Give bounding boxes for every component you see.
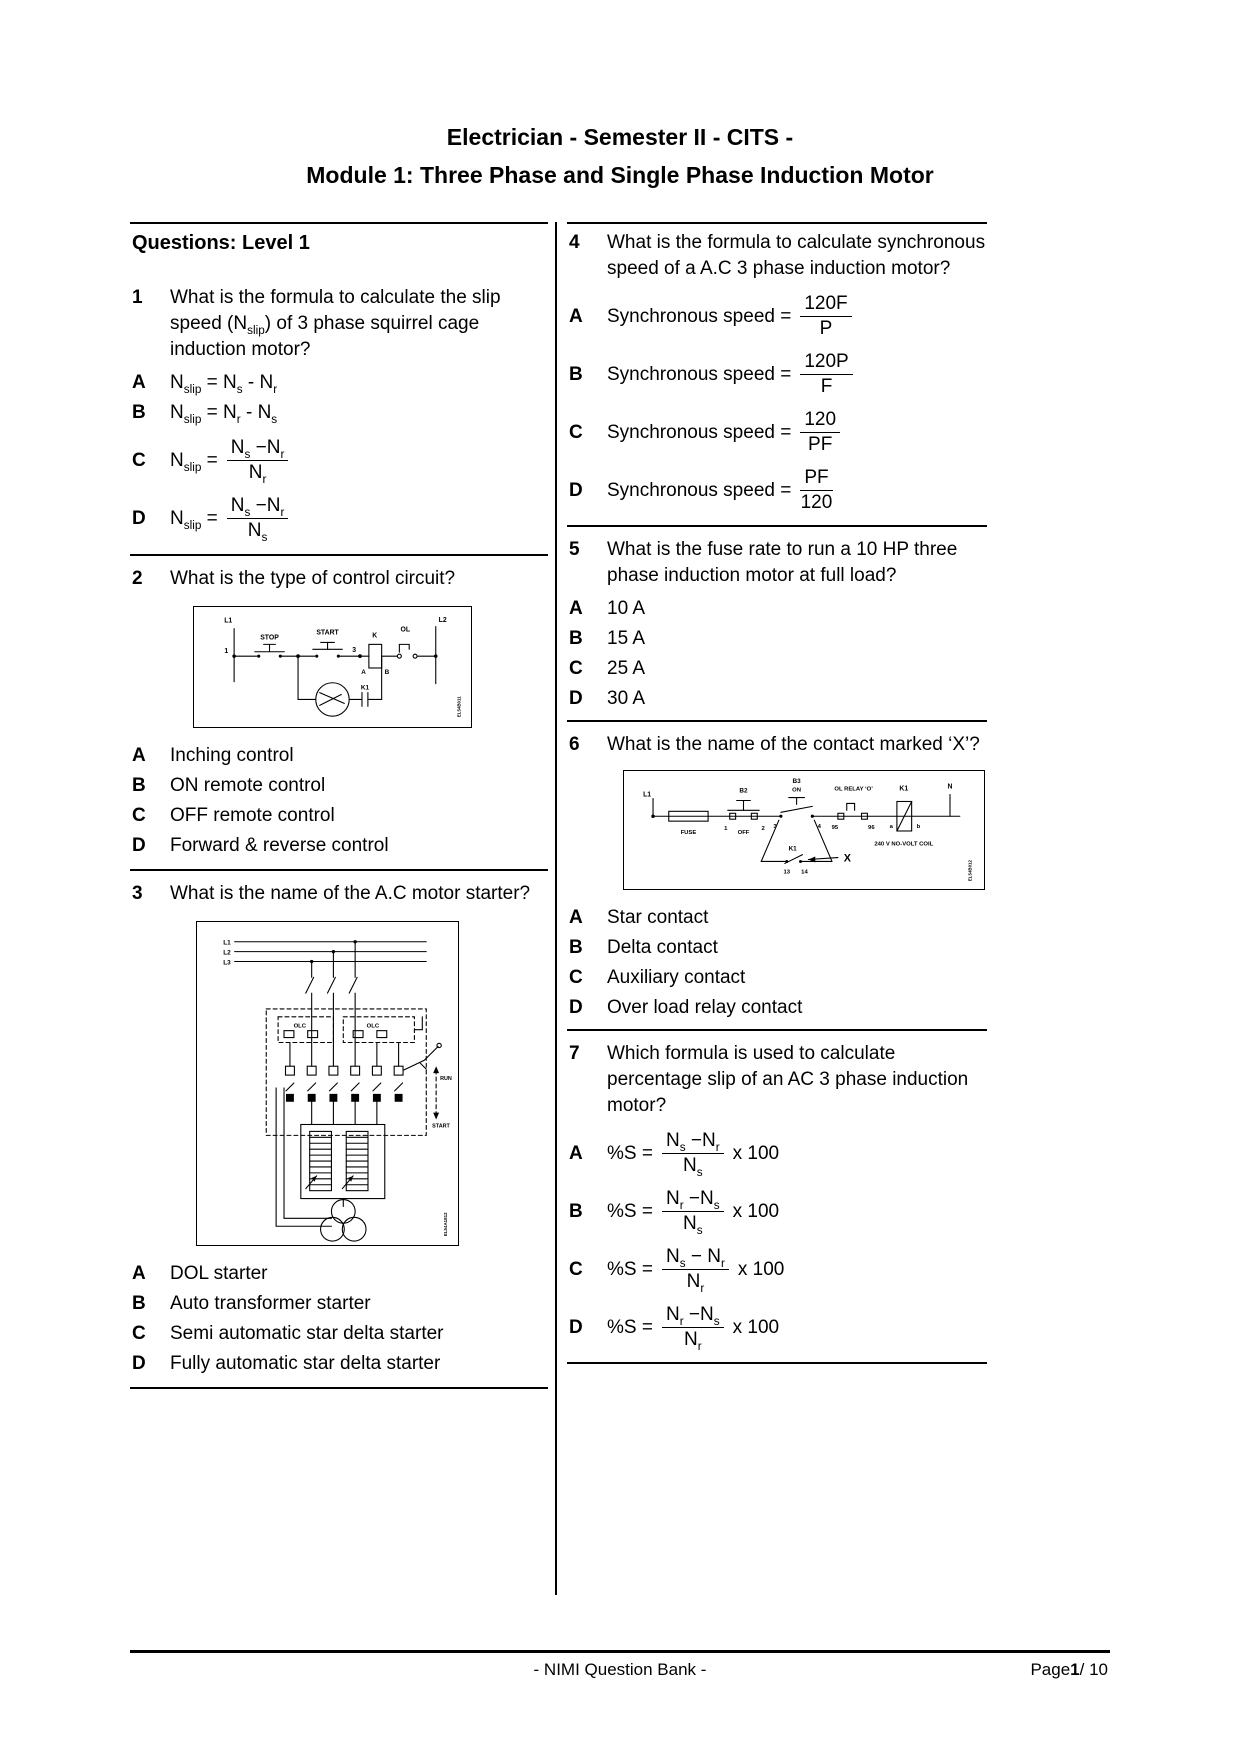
formula-lhs: %S =	[607, 1142, 653, 1164]
fraction-denominator: $N_r$	[248, 462, 267, 486]
formula-lhs: Synchronous speed =	[607, 479, 792, 501]
label-n: N	[947, 783, 953, 791]
option-text: Forward & reverse control	[170, 835, 389, 856]
option-row	[567, 904, 987, 931]
option-row	[567, 1130, 987, 1177]
page-title	[0, 118, 1240, 194]
label-b3: B3	[792, 777, 801, 785]
option-row	[567, 625, 987, 652]
question-rule	[130, 1387, 548, 1389]
option-letter: A	[569, 306, 583, 327]
option-letter: D	[132, 835, 146, 856]
fraction	[227, 495, 289, 542]
option-row	[130, 399, 548, 426]
option-text: Fully automatic star delta starter	[170, 1353, 441, 1374]
option-letter: B	[569, 364, 583, 385]
option-row	[567, 409, 987, 456]
option-letter: D	[569, 688, 583, 709]
formula-lhs: Synchronous speed =	[607, 363, 792, 385]
question-text: Which formula is used to calculate percentage slip of an AC 3 phase induction motor?	[607, 1043, 969, 1116]
fraction-numerator: 120	[800, 409, 840, 433]
fraction-denominator: PF	[808, 434, 833, 455]
right-column	[567, 222, 987, 1364]
q3-starter-diagram	[196, 921, 459, 1246]
label-start: START	[432, 1123, 450, 1130]
label-node1: 1	[224, 648, 229, 656]
label-b2: B2	[739, 787, 748, 795]
formula-multiplier: x 100	[737, 1258, 785, 1280]
formula-multiplier: x 100	[732, 1316, 780, 1338]
label-off: OFF	[737, 829, 750, 836]
label-node3: 3	[352, 647, 357, 655]
option-row	[130, 369, 548, 396]
option-row	[567, 964, 987, 991]
option-letter: C	[569, 1259, 583, 1280]
fraction	[800, 351, 852, 398]
label-k1-contact: K1	[788, 845, 797, 853]
footer-rule	[130, 1650, 1110, 1653]
label-95: 95	[831, 825, 839, 832]
fraction	[800, 467, 832, 514]
option-row	[130, 1320, 548, 1347]
option-letter: D	[132, 1353, 146, 1374]
fraction	[662, 1246, 729, 1293]
option-letter: A	[132, 745, 146, 766]
option-text: Semi automatic star delta starter	[170, 1323, 444, 1344]
question-6	[567, 732, 987, 758]
label-x-marker: X	[843, 852, 852, 865]
option-letter: A	[569, 1143, 583, 1164]
option-text: ON remote control	[170, 775, 326, 796]
question-number: 1	[132, 287, 143, 308]
label-a: A	[361, 668, 366, 676]
label-2: 2	[761, 826, 765, 832]
page-number-current: 1	[1070, 1660, 1080, 1679]
diagram-code: EL54B012	[967, 860, 973, 882]
label-k1: K1	[360, 684, 370, 692]
option-row	[130, 772, 548, 799]
question-3	[130, 881, 548, 907]
fraction-denominator: F	[820, 376, 833, 397]
option-row	[130, 495, 548, 542]
question-number: 4	[569, 232, 580, 253]
label-b: B	[384, 668, 390, 676]
label-stop: STOP	[260, 634, 279, 642]
option-letter: B	[132, 402, 146, 423]
option-text: 10 A	[607, 598, 646, 619]
label-1: 1	[724, 826, 728, 832]
page-number	[1030, 1660, 1108, 1680]
question-number: 2	[132, 568, 143, 589]
fraction-numerator: 120P	[800, 351, 852, 375]
option-formula	[158, 437, 288, 484]
question-5	[567, 537, 987, 589]
footer	[130, 1660, 1110, 1684]
section-rule	[130, 222, 548, 224]
option-text: Delta contact	[607, 937, 718, 958]
option-row	[130, 1350, 548, 1377]
question-7	[567, 1041, 987, 1119]
option-formula	[158, 495, 288, 542]
option-letter: C	[132, 450, 146, 471]
question-2	[130, 566, 548, 592]
option-text: $N_{slip} = N_r - N_s$	[170, 402, 278, 426]
formula-lhs: Synchronous speed =	[607, 421, 792, 443]
option-row	[130, 832, 548, 859]
option-letter: B	[132, 775, 146, 796]
option-row	[567, 1188, 987, 1235]
fraction-numerator: $N_r -N_s$	[662, 1188, 724, 1212]
label-4: 4	[817, 824, 821, 831]
label-start: START	[316, 629, 339, 637]
fraction-denominator: $N_s$	[247, 520, 268, 544]
option-letter: B	[569, 628, 583, 649]
option-letter: D	[569, 1317, 583, 1338]
option-formula	[595, 293, 852, 340]
option-row	[130, 1290, 548, 1317]
fraction-denominator: $N_r$	[686, 1271, 705, 1295]
label-ol: OL	[400, 626, 411, 634]
fraction-denominator: $N_s$	[682, 1155, 703, 1179]
label-l1: L1	[223, 939, 231, 947]
question-rule	[130, 869, 548, 871]
option-letter: C	[132, 805, 146, 826]
label-l3: L3	[223, 959, 231, 967]
question-rule	[567, 525, 987, 527]
fraction-numerator: $N_s - N_r$	[662, 1246, 729, 1270]
label-l2: L2	[438, 616, 447, 624]
label-coil-k: K	[372, 632, 378, 640]
option-letter: B	[132, 1293, 146, 1314]
q2-circuit-svg	[194, 607, 468, 727]
option-row	[567, 994, 987, 1021]
section-rule	[567, 222, 987, 224]
question-number: 6	[569, 734, 580, 755]
label-l1: L1	[643, 791, 652, 799]
q3-starter-svg	[197, 922, 455, 1245]
column-divider	[555, 222, 557, 1595]
label-b: b	[916, 824, 921, 831]
fraction	[662, 1188, 724, 1235]
option-letter: D	[132, 508, 146, 529]
formula-lhs: $N_{slip}$ =	[170, 449, 218, 474]
formula-lhs: Synchronous speed =	[607, 305, 792, 327]
page-title-line1: Electrician - Semester II - CITS -	[446, 124, 794, 150]
question-text: What is the name of the A.C motor starter?	[170, 883, 531, 904]
fraction-numerator: PF	[800, 467, 832, 491]
q6-circuit-svg	[624, 771, 981, 889]
question-text: What is the fuse rate to run a 10 HP three phase induction motor at full load?	[607, 539, 958, 586]
label-olc-1: OLC	[293, 1023, 307, 1030]
option-formula	[595, 409, 840, 456]
option-row	[567, 655, 987, 682]
option-letter: A	[569, 598, 583, 619]
option-row	[567, 467, 987, 514]
option-row	[567, 934, 987, 961]
page-title-line2: Module 1: Three Phase and Single Phase Induction Motor	[306, 162, 934, 188]
option-text: Auxiliary contact	[607, 967, 746, 988]
option-row	[130, 1260, 548, 1287]
fraction-numerator: $N_s -N_r$	[227, 437, 289, 461]
option-row	[567, 1304, 987, 1351]
question-1	[130, 285, 548, 363]
label-no-volt-coil: 240 V NO-VOLT COIL	[874, 841, 934, 848]
option-formula	[595, 1304, 779, 1351]
option-row	[567, 595, 987, 622]
question-text: What is the type of control circuit?	[170, 568, 456, 589]
option-text: Auto transformer starter	[170, 1293, 371, 1314]
option-formula	[595, 467, 833, 514]
diagram-code: EL54A1812	[443, 1212, 449, 1237]
option-row	[567, 1246, 987, 1293]
q6-dol-circuit-diagram	[623, 770, 985, 890]
option-letter: C	[569, 422, 583, 443]
option-row	[567, 351, 987, 398]
label-96: 96	[868, 825, 875, 832]
option-formula	[595, 1246, 784, 1293]
option-letter: A	[132, 372, 146, 393]
formula-lhs: %S =	[607, 1200, 653, 1222]
option-row	[130, 437, 548, 484]
question-rule	[567, 1029, 987, 1031]
option-letter: B	[569, 937, 583, 958]
question-rule	[130, 554, 548, 556]
fraction-denominator: P	[819, 318, 833, 339]
question-number: 5	[569, 539, 580, 560]
formula-multiplier: x 100	[732, 1142, 780, 1164]
option-formula	[595, 1130, 779, 1177]
fraction-numerator: $N_s -N_r$	[662, 1130, 724, 1154]
option-letter: D	[569, 997, 583, 1018]
option-formula	[595, 351, 853, 398]
option-letter: C	[569, 658, 583, 679]
label-l1: L1	[224, 617, 233, 625]
option-letter: C	[569, 967, 583, 988]
section-header: Questions: Level 1	[132, 232, 310, 254]
fraction-numerator: 120F	[800, 293, 851, 317]
option-text: Inching control	[170, 745, 294, 766]
fraction-numerator: $N_s -N_r$	[227, 495, 289, 519]
fraction	[662, 1130, 724, 1177]
fraction	[227, 437, 289, 484]
fraction	[800, 409, 840, 456]
question-number: 7	[569, 1043, 580, 1064]
fraction-denominator: $N_s$	[682, 1213, 703, 1237]
label-fuse: FUSE	[680, 829, 697, 836]
label-14: 14	[801, 869, 808, 876]
option-row	[130, 742, 548, 769]
label-olc-2: OLC	[366, 1023, 380, 1030]
option-letter: C	[132, 1323, 146, 1344]
footer-text: - NIMI Question Bank -	[533, 1660, 707, 1679]
label-ol-relay: OL RELAY ‘O’	[834, 786, 873, 793]
option-row	[130, 802, 548, 829]
fraction	[800, 293, 851, 340]
option-text: OFF remote control	[170, 805, 335, 826]
question-number: 3	[132, 883, 143, 904]
option-formula	[595, 1188, 779, 1235]
question-4	[567, 230, 987, 282]
option-text: 15 A	[607, 628, 646, 649]
formula-lhs: $N_{slip}$ =	[170, 507, 218, 532]
formula-lhs: %S =	[607, 1316, 653, 1338]
label-on: ON	[792, 787, 802, 794]
option-letter: A	[132, 1263, 146, 1284]
diagram-code: EL54B011	[456, 696, 462, 718]
q2-control-circuit-diagram	[193, 606, 472, 728]
fraction-denominator: 120	[800, 492, 833, 513]
option-row	[567, 293, 987, 340]
question-rule	[567, 720, 987, 722]
formula-multiplier: x 100	[732, 1200, 780, 1222]
question-text: What is the formula to calculate the slip speed $(N_{slip})$ of 3 phase squirrel cage induction motor?	[170, 287, 501, 360]
label-l2: L2	[223, 949, 231, 957]
option-text: $N_{slip} = N_s - N_r$	[170, 372, 278, 396]
option-text: Star contact	[607, 907, 709, 928]
question-rule	[567, 1362, 987, 1364]
option-text: 25 A	[607, 658, 646, 679]
question-text: What is the formula to calculate synchronous speed of a A.C 3 phase induction motor?	[607, 232, 986, 279]
page-number-total: / 10	[1079, 1660, 1108, 1679]
label-3: 3	[773, 824, 777, 831]
option-row	[567, 685, 987, 712]
left-column	[130, 222, 548, 1389]
option-letter: B	[569, 1201, 583, 1222]
label-run: RUN	[440, 1076, 452, 1083]
page-word: Page	[1030, 1660, 1071, 1679]
fraction-numerator: $N_r -N_s$	[662, 1304, 724, 1328]
option-text: 30 A	[607, 688, 646, 709]
formula-lhs: %S =	[607, 1258, 653, 1280]
option-text: DOL starter	[170, 1263, 268, 1284]
option-letter: D	[569, 480, 583, 501]
fraction	[662, 1304, 724, 1351]
label-k1-coil: K1	[899, 785, 909, 793]
fraction-denominator: $N_r$	[683, 1329, 702, 1353]
question-text: What is the name of the contact marked ‘X’?	[607, 734, 980, 755]
option-letter: A	[569, 907, 583, 928]
label-13: 13	[783, 869, 791, 876]
option-text: Over load relay contact	[607, 997, 803, 1018]
label-a: a	[889, 824, 893, 831]
